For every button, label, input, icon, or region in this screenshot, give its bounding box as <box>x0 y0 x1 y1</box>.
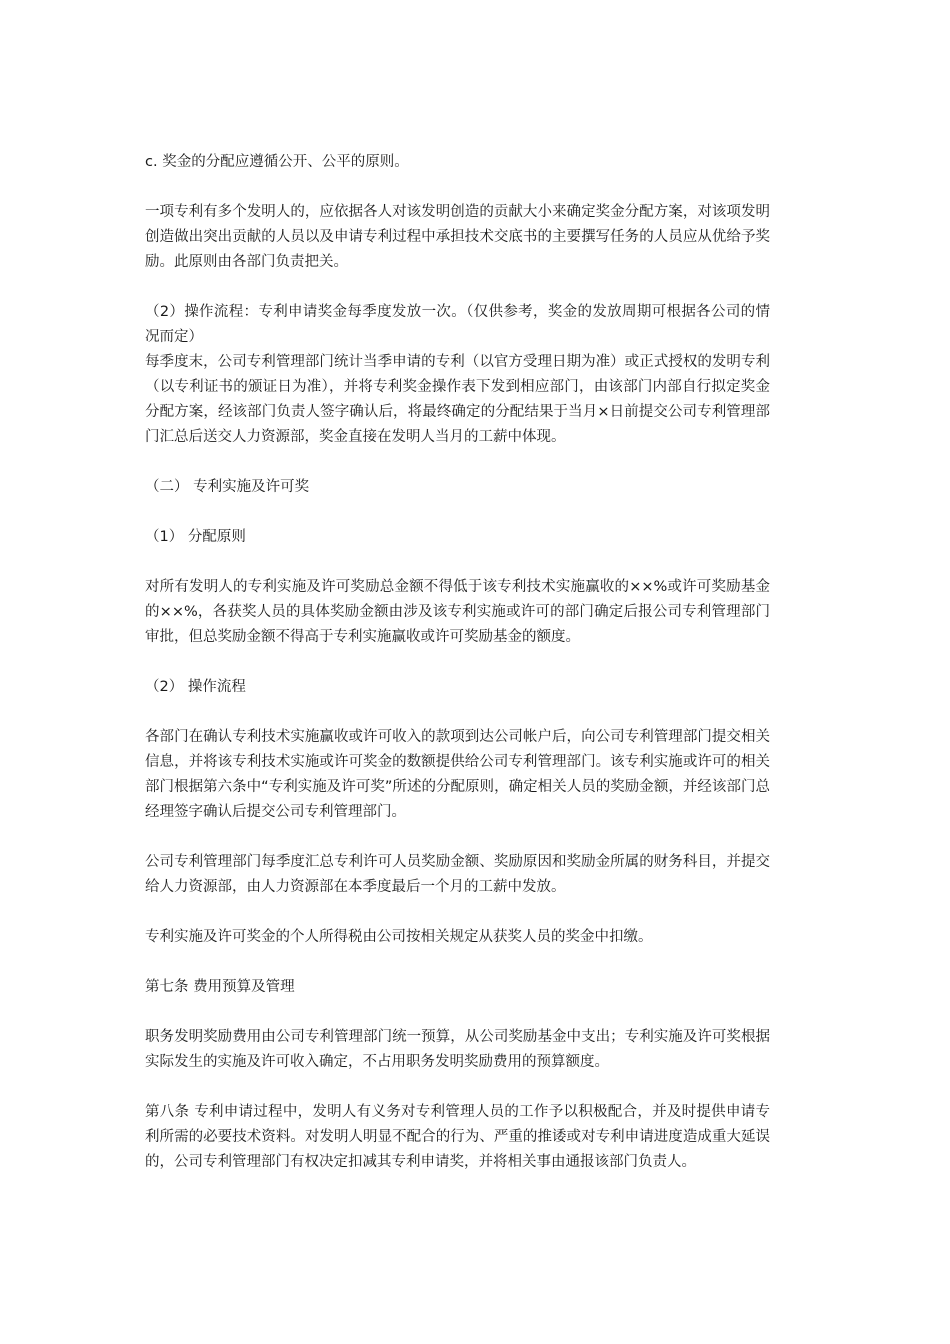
paragraph-department-procedure: 各部门在确认专利技术实施赢收或许可收入的款项到达公司帐户后，向公司专利管理部门提交相关信息，并将该专利技术实施或许可奖金的数额提供给公司专利管理部门。该专利实施或许可的相关部门根据第六条中“专利实施及许可奖”所述的分配原则，确定相关人员的奖励金额，并经该部门总经理签字确认后提交公司专利管理部门。 <box>145 729 770 820</box>
paragraph-operation-process-heading: （2）操作流程：专利申请奖金每季度发放一次。（仅供参考，奖金的发放周期可根据各公司的情况而定） <box>145 304 770 345</box>
subheading-operation-process: （2） 操作流程 <box>145 679 246 695</box>
paragraph-budget-management: 职务发明奖励费用由公司专利管理部门统一预算，从公司奖励基金中支出；专利实施及许可奖根据实际发生的实施及许可收入确定，不占用职务发明奖励费用的预算额度。 <box>145 1029 770 1070</box>
document-body <box>145 150 770 1200</box>
paragraph-multiple-inventors: 一项专利有多个发明人的，应依据各人对该发明创造的贡献大小来确定奖金分配方案，对该项发明创造做出突出贡献的人员以及申请专利过程中承担技术交底书的主要撰写任务的人员应从优给予奖励。此原则由各部门负责把关。 <box>145 204 770 270</box>
paragraph-quarterly-process: 每季度末，公司专利管理部门统计当季申请的专利（以官方受理日期为准）或正式授权的发明专利（以专利证书的颁证日为准），并将专利奖金操作表下发到相应部门，由该部门内部自行拟定奖金分配方案，经该部门负责人签字确认后，将最终确定的分配结果于当月×日前提交公司专利管理部门汇总后送交人力资源部，奖金直接在发明人当月的工薪中体现。 <box>145 354 770 445</box>
article-seven-heading: 第七条 费用预算及管理 <box>145 979 295 995</box>
article-eight-paragraph: 第八条 专利申请过程中，发明人有义务对专利管理人员的工作予以积极配合，并及时提供申请专利所需的必要技术资料。对发明人明显不配合的行为、严重的推诿或对专利申请进度造成重大延误的，公司专利管理部门有权决定扣减其专利申请奖，并将相关事由通报该部门负责人。 <box>145 1104 770 1170</box>
paragraph-quarterly-summary: 公司专利管理部门每季度汇总专利许可人员奖励金额、奖励原因和奖励金所属的财务科目，并提交给人力资源部，由人力资源部在本季度最后一个月的工薪中发放。 <box>145 854 770 895</box>
paragraph-award-amount-rule: 对所有发明人的专利实施及许可奖励总金额不得低于该专利技术实施赢收的××%或许可奖励基金的××%，各获奖人员的具体奖励金额由涉及该专利实施或许可的部门确定后报公司专利管理部门审批，但总奖励金额不得高于专利实施赢收或许可奖励基金的额度。 <box>145 579 770 645</box>
subheading-allocation-principle: （1） 分配原则 <box>145 529 246 545</box>
paragraph-allocation-principle-c: c. 奖金的分配应遵循公开、公平的原则。 <box>145 154 409 170</box>
paragraph-income-tax: 专利实施及许可奖金的个人所得税由公司按相关规定从获奖人员的奖金中扣缴。 <box>145 929 653 945</box>
section-heading-implementation-license-award: （二） 专利实施及许可奖 <box>145 479 310 495</box>
